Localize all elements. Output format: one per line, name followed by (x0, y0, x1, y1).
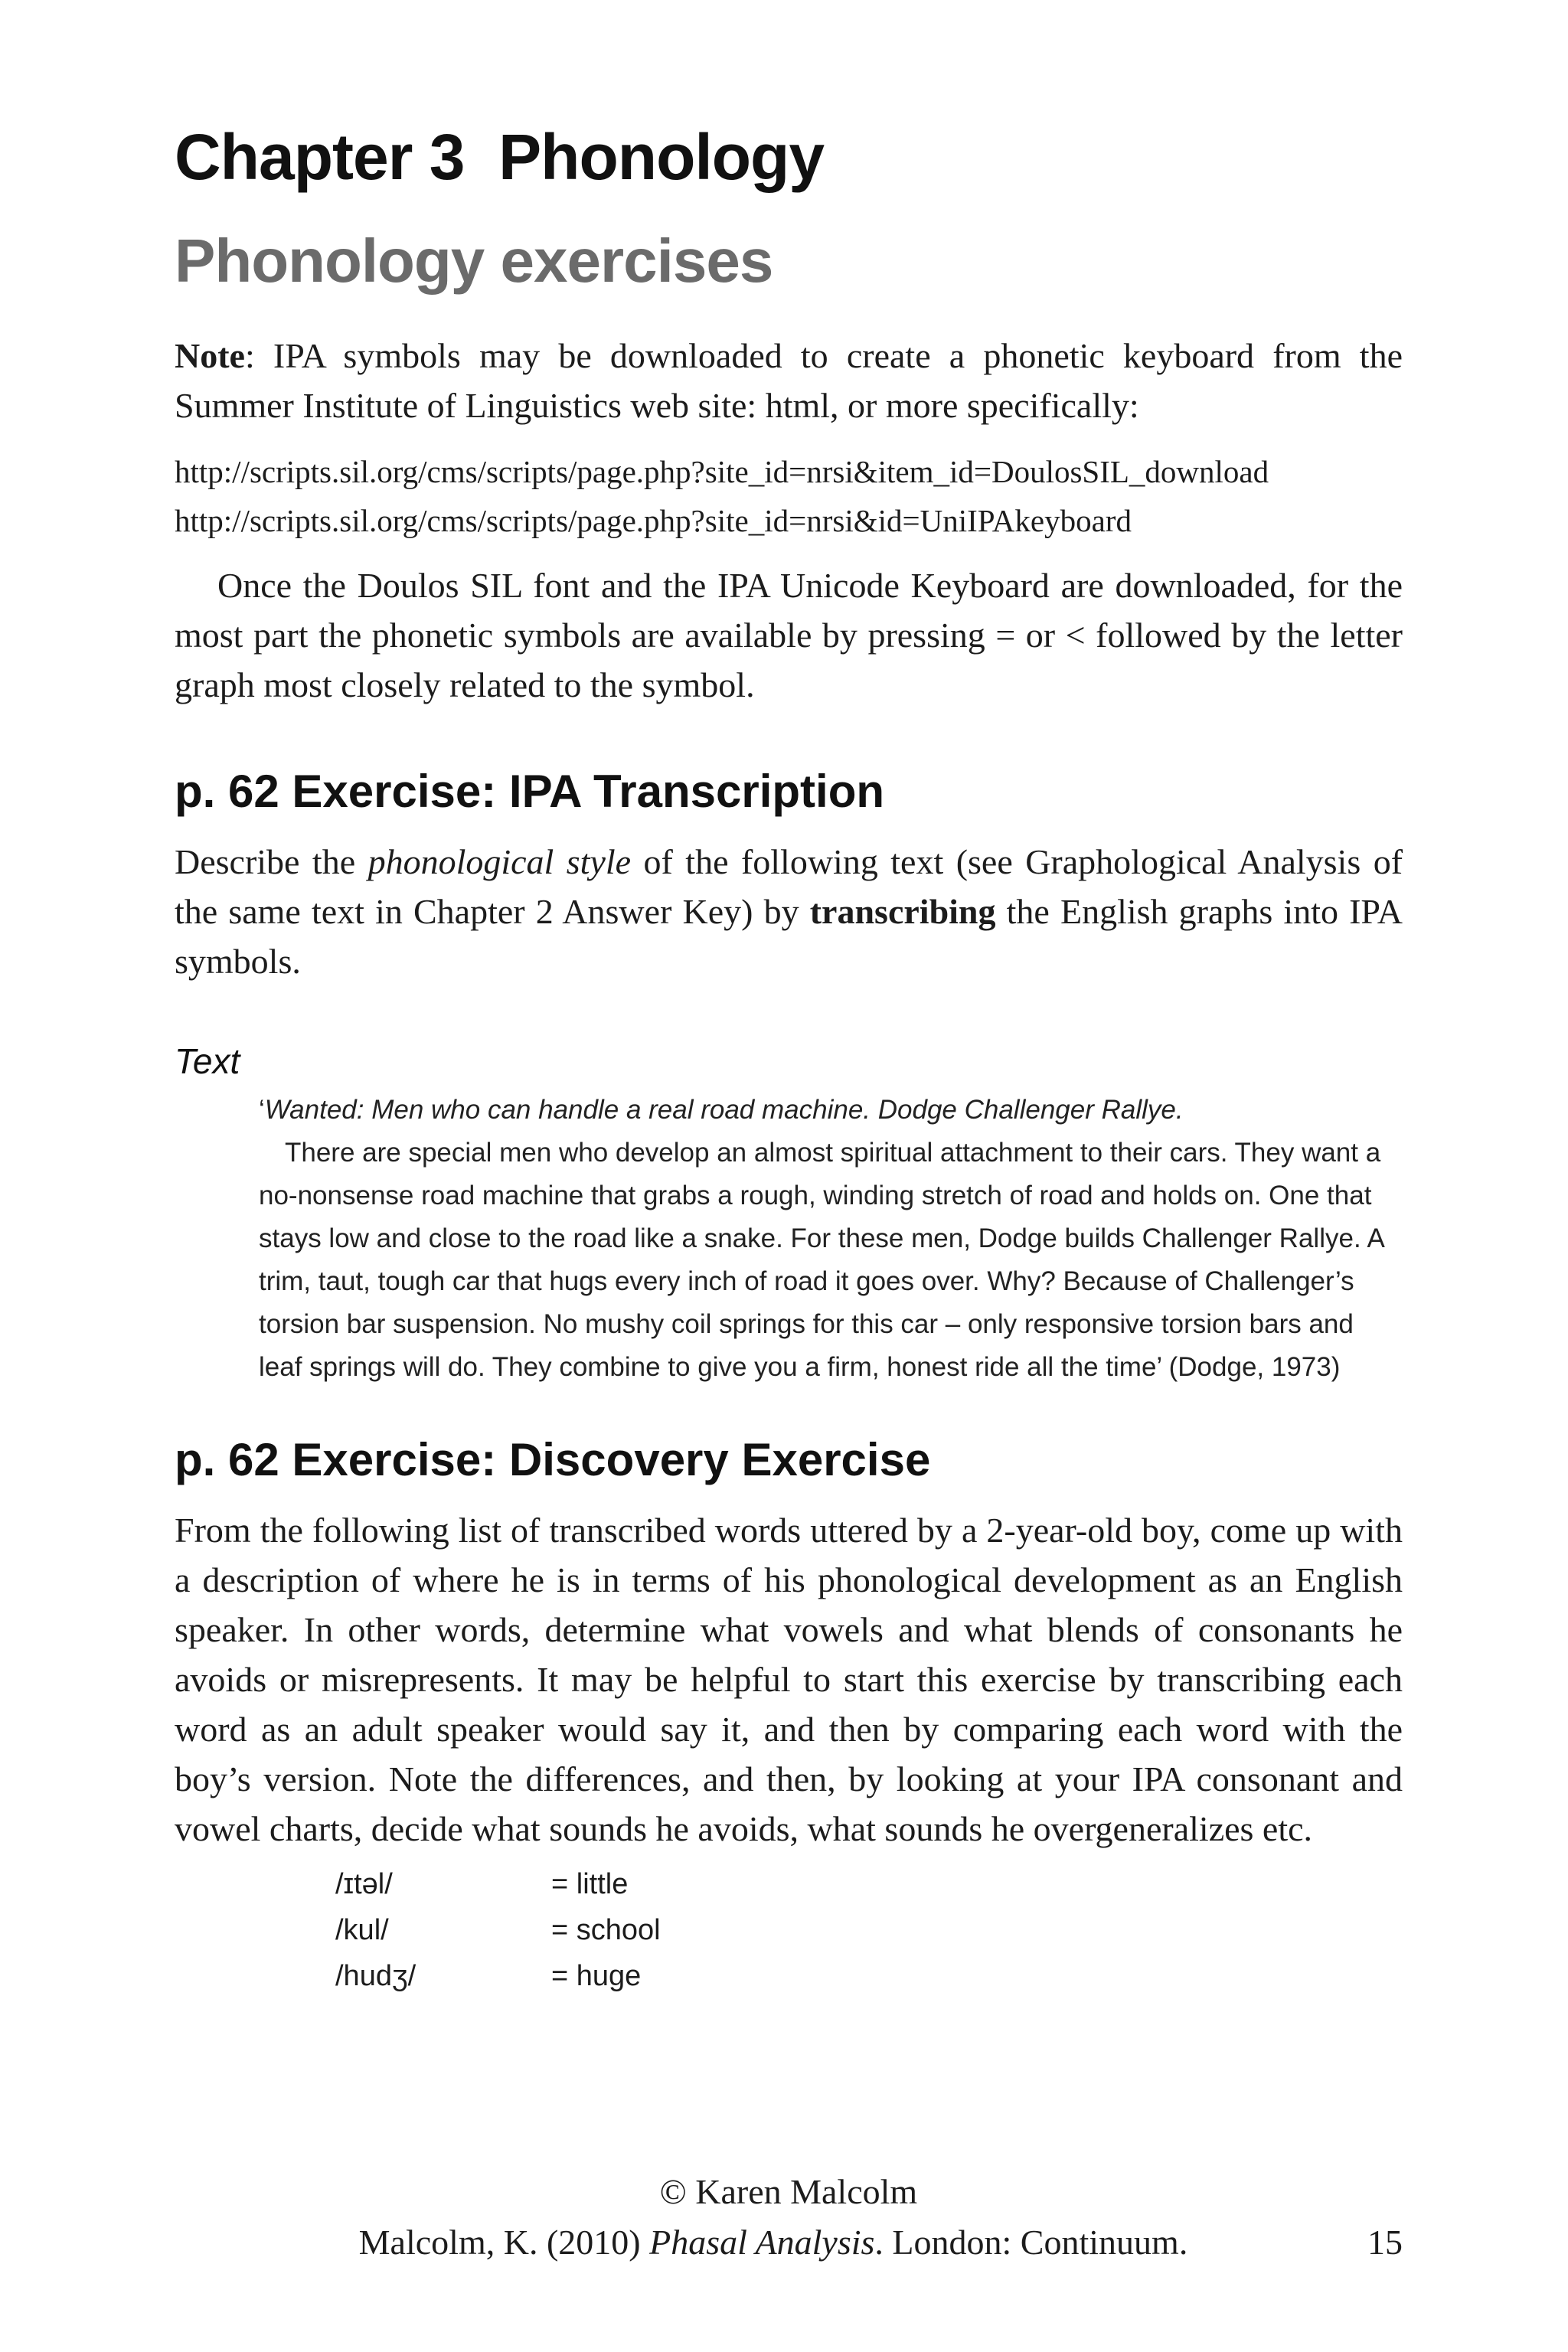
quoted-text (259, 1089, 1403, 1389)
url-keyboard-link[interactable]: http://scripts.sil.org/cms/scripts/page.php?site_id=nrsi&id=UniIPAkeyboard (175, 503, 1132, 538)
word-gloss: = little (551, 1868, 629, 1900)
intro-paragraph: Once the Doulos SIL font and the IPA Unicode Keyboard are downloaded, for the most part the phonetic symbols are available by pressing = or < followed by the letter graph most closely related to the symbol. (175, 566, 1403, 704)
word-ipa: /hudʒ/ (335, 1960, 416, 1992)
note-label: Note (175, 336, 245, 375)
text-label: Text (175, 1041, 240, 1081)
note-text: : IPA symbols may be downloaded to create a phonetic keyboard from the Summer Institute of Linguistics web site: html, or more specifically: (175, 336, 1403, 425)
citation-publisher: . London: Continuum. (874, 2223, 1188, 2262)
exercise-ipa-instructions (175, 837, 1403, 986)
word-row (335, 1861, 1403, 1907)
word-row (335, 1953, 1403, 1999)
citation-title: Phasal Analysis (649, 2223, 875, 2262)
word-ipa: /kul/ (335, 1914, 389, 1946)
page-content (175, 115, 1403, 1999)
quote-italic-line: Wanted: Men who can handle a real road machine. Dodge Challenger Rallye. (264, 1095, 1184, 1125)
citation-author: Malcolm, K. (2010) (358, 2223, 650, 2262)
note-paragraph (175, 331, 1403, 430)
exercise-discovery-paragraph: From the following list of transcribed words uttered by a 2-year-old boy, come up with a description of where he is in terms of his phonological development as an English speaker. In other words, determine what vowels and what blends of consonants he avoids or misrepresents. It may be helpful to start this exercise by transcribing each word as an adult speaker would say it, and then by comparing each word with the boy’s version. Note the differences, and then, by looking at your IPA consonant and vowel charts, decide what sounds he avoids, what sounds he overgeneralizes etc. (175, 1511, 1403, 1848)
exercise-discovery-heading: p. 62 Exercise: Discovery Exercise (175, 1434, 931, 1485)
footer-citation (175, 2217, 1403, 2268)
exercise-ipa-heading: p. 62 Exercise: IPA Transcription (175, 766, 885, 817)
page-footer (175, 2167, 1403, 2268)
footer-copyright: © Karen Malcolm (659, 2172, 918, 2211)
url-list (175, 447, 1403, 545)
word-ipa: /ɪtəl/ (335, 1868, 393, 1900)
quote-first-line (259, 1089, 1403, 1132)
instructions-text-a: Describe the (175, 842, 368, 881)
chapter-title: Chapter 3 Phonology (175, 121, 825, 193)
section-title: Phonology exercises (175, 227, 773, 295)
instructions-bold: transcribing (809, 892, 996, 931)
word-gloss: = huge (551, 1960, 642, 1992)
word-gloss: = school (551, 1914, 661, 1946)
word-list (335, 1861, 1403, 1999)
instructions-text-b: of the following text (see Graphological Analysis of the same text in Chapter 2 Answer Key) by (175, 842, 1403, 931)
instructions-text-c: the English graphs into IPA symbols. (175, 892, 1403, 981)
instructions-italic: phonological style (368, 842, 632, 881)
page-number: 15 (1367, 2223, 1403, 2262)
url-doulos-link[interactable]: http://scripts.sil.org/cms/scripts/page.php?site_id=nrsi&item_id=DoulosSIL_download (175, 454, 1269, 489)
quote-open-mark: ‘ (259, 1095, 265, 1125)
word-row (335, 1907, 1403, 1953)
quote-body: There are special men who develop an almost spiritual attachment to their cars. They want a no-nonsense road machine that grabs a rough, winding stretch of road and holds on. One that stays low and close to the road like a snake. For these men, Dodge builds Challenger Rallye. A trim, taut, tough car that hugs every inch of road it goes over. Why? Because of Challenger’s torsion bar suspension. No mushy coil springs for this car – only responsive torsion bars and leaf springs will do. They combine to give you a firm, honest ride all the time’ (Dodge, 1973) (259, 1138, 1383, 1382)
